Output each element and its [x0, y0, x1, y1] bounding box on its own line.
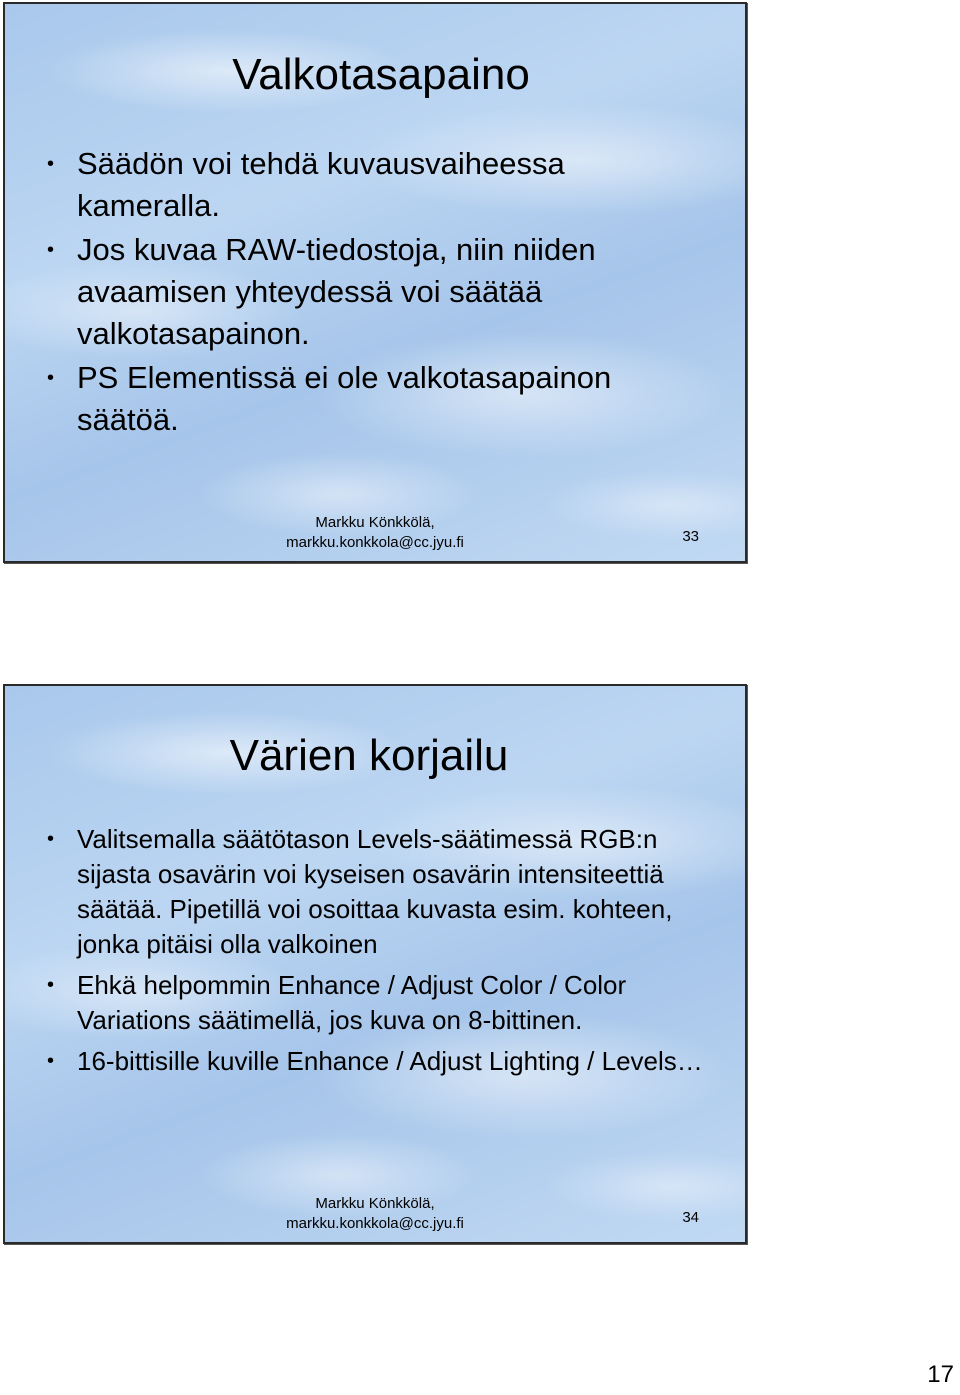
- slide-number: 34: [682, 1209, 699, 1226]
- bullet-list: [47, 143, 705, 443]
- footer-author: Markku Könkkölä,: [315, 514, 435, 531]
- slide-33: [3, 2, 747, 563]
- bullet-dot: •: [47, 974, 55, 996]
- bullet-text: Ehkä helpommin Enhance / Adjust Color / Color Variations säätimellä, jos kuva on 8-bittinen.: [77, 970, 627, 1035]
- bullet-item: [47, 229, 705, 355]
- bullet-dot: •: [47, 367, 55, 389]
- bullet-text: Valitsemalla säätötason Levels-säätimessä RGB:n sijasta osavärin voi kyseisen osavärin intensiteettiä säätää. Pipetillä voi osoittaa kuvasta esim. kohteen, jonka pitäisi olla valkoinen: [77, 824, 673, 959]
- bullet-dot: •: [47, 1050, 55, 1072]
- bullet-item: [47, 1044, 715, 1079]
- footer-email: markku.konkkola@cc.jyu.fi: [286, 1215, 464, 1232]
- bullet-text: PS Elementissä ei ole valkotasapainon säätöä.: [77, 360, 612, 437]
- slide-34: [3, 684, 747, 1244]
- slide-footer: [5, 513, 745, 553]
- footer-author: Markku Könkkölä,: [315, 1195, 435, 1212]
- bullet-item: [47, 968, 715, 1038]
- slide-number: 33: [682, 528, 699, 545]
- bullet-dot: •: [47, 828, 55, 850]
- bullet-item: [47, 357, 705, 441]
- slide-title: Värien korjailu: [229, 731, 509, 780]
- bullet-text: 16-bittisille kuville Enhance / Adjust Lighting / Levels…: [77, 1046, 703, 1076]
- bullet-item: [47, 143, 705, 227]
- bullet-dot: •: [47, 239, 55, 261]
- slide-title: Valkotasapaino: [232, 50, 530, 99]
- page-number: 17: [927, 1361, 954, 1388]
- slide-footer: [5, 1194, 745, 1234]
- bullet-text: Säädön voi tehdä kuvausvaiheessa kameralla.: [77, 146, 565, 223]
- bullet-list: [47, 822, 715, 1085]
- bullet-text: Jos kuvaa RAW-tiedostoja, niin niiden avaamisen yhteydessä voi säätää valkotasapainon.: [77, 232, 596, 351]
- footer-email: markku.konkkola@cc.jyu.fi: [286, 534, 464, 551]
- bullet-item: [47, 822, 715, 962]
- bullet-dot: •: [47, 153, 55, 175]
